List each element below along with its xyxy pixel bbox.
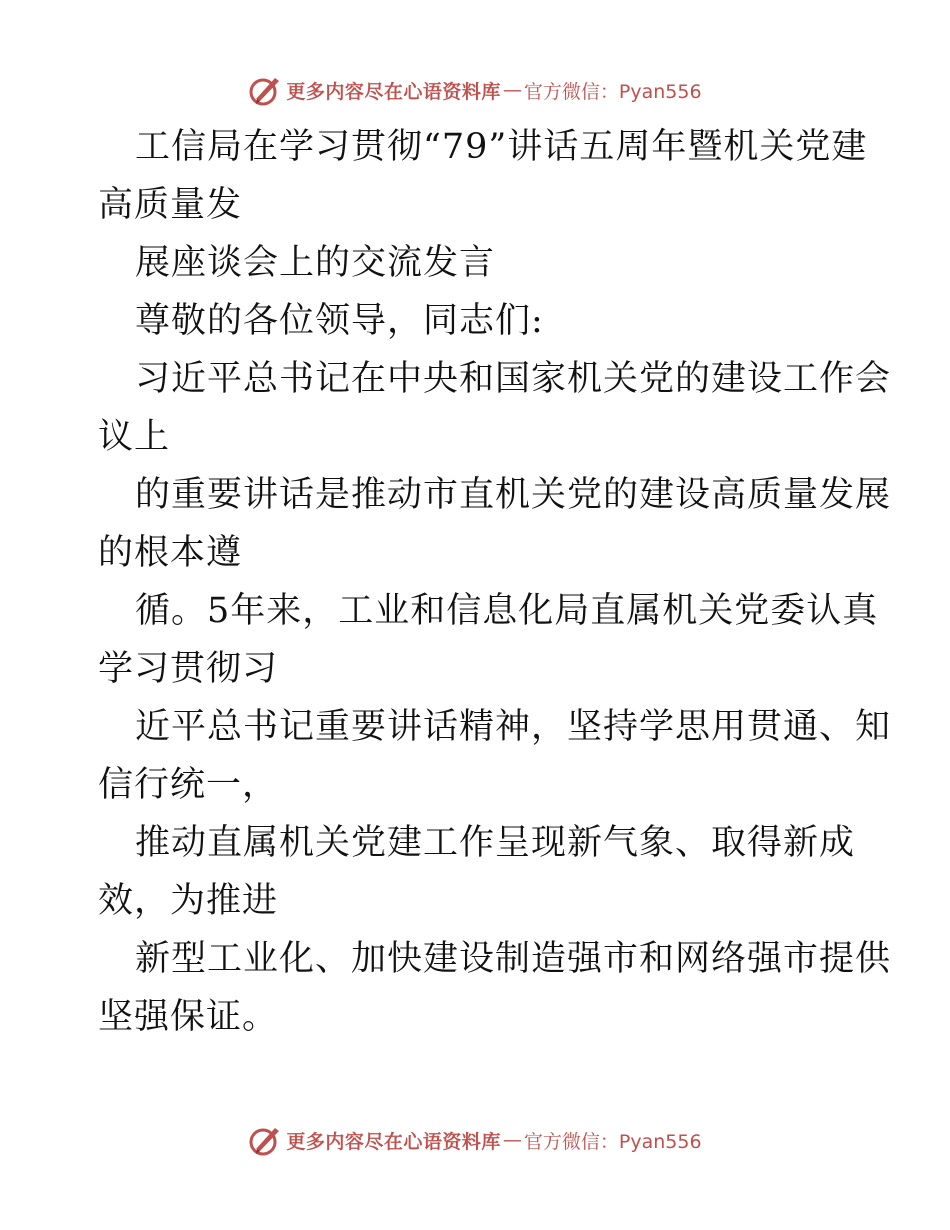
document-line: 工信局在学习贯彻“79”讲话五周年暨机关党建: [135, 127, 868, 167]
quill-pen-logo-icon: [248, 73, 282, 107]
document-line: 坚强保证。: [98, 997, 279, 1037]
banner-text: 更多内容尽在心语资料库: [286, 1130, 501, 1153]
document-line: 尊敬的各位领导，同志们:: [135, 301, 544, 341]
banner-contact: 官方微信：Pyan556: [523, 1130, 702, 1153]
document-line: 推动直属机关党建工作呈现新气象、取得新成: [135, 823, 856, 863]
document-line: 习近平总书记在中央和国家机关党的建设工作会: [135, 359, 892, 399]
document-line: 展座谈会上的交流发言: [135, 243, 496, 283]
banner-text: 更多内容尽在心语资料库: [286, 80, 501, 103]
document-line: 效，为推进: [98, 881, 279, 921]
document-line: 议上: [98, 417, 171, 457]
document-line: 信行统一，: [98, 765, 279, 805]
document-line: 近平总书记重要讲话精神，坚持学思用贯通、知: [135, 707, 892, 747]
document-body: [98, 118, 892, 1046]
banner-dash: —: [502, 1129, 522, 1151]
document-line: 学习贯彻习: [98, 649, 279, 689]
footer-watermark-banner: [0, 1120, 950, 1160]
banner-contact: 官方微信：Pyan556: [523, 80, 702, 103]
document-line: 循。5年来，工业和信息化局直属机关党委认真: [135, 591, 879, 631]
banner-dash: —: [502, 79, 522, 101]
header-watermark-banner: [0, 70, 950, 110]
document-line: 的重要讲话是推动市直机关党的建设高质量发展: [135, 475, 892, 515]
document-line: 的根本遵: [98, 533, 243, 573]
document-line: 新型工业化、加快建设制造强市和网络强市提供: [135, 939, 892, 979]
quill-pen-logo-icon: [248, 1123, 282, 1157]
document-line: 高质量发: [98, 185, 243, 225]
